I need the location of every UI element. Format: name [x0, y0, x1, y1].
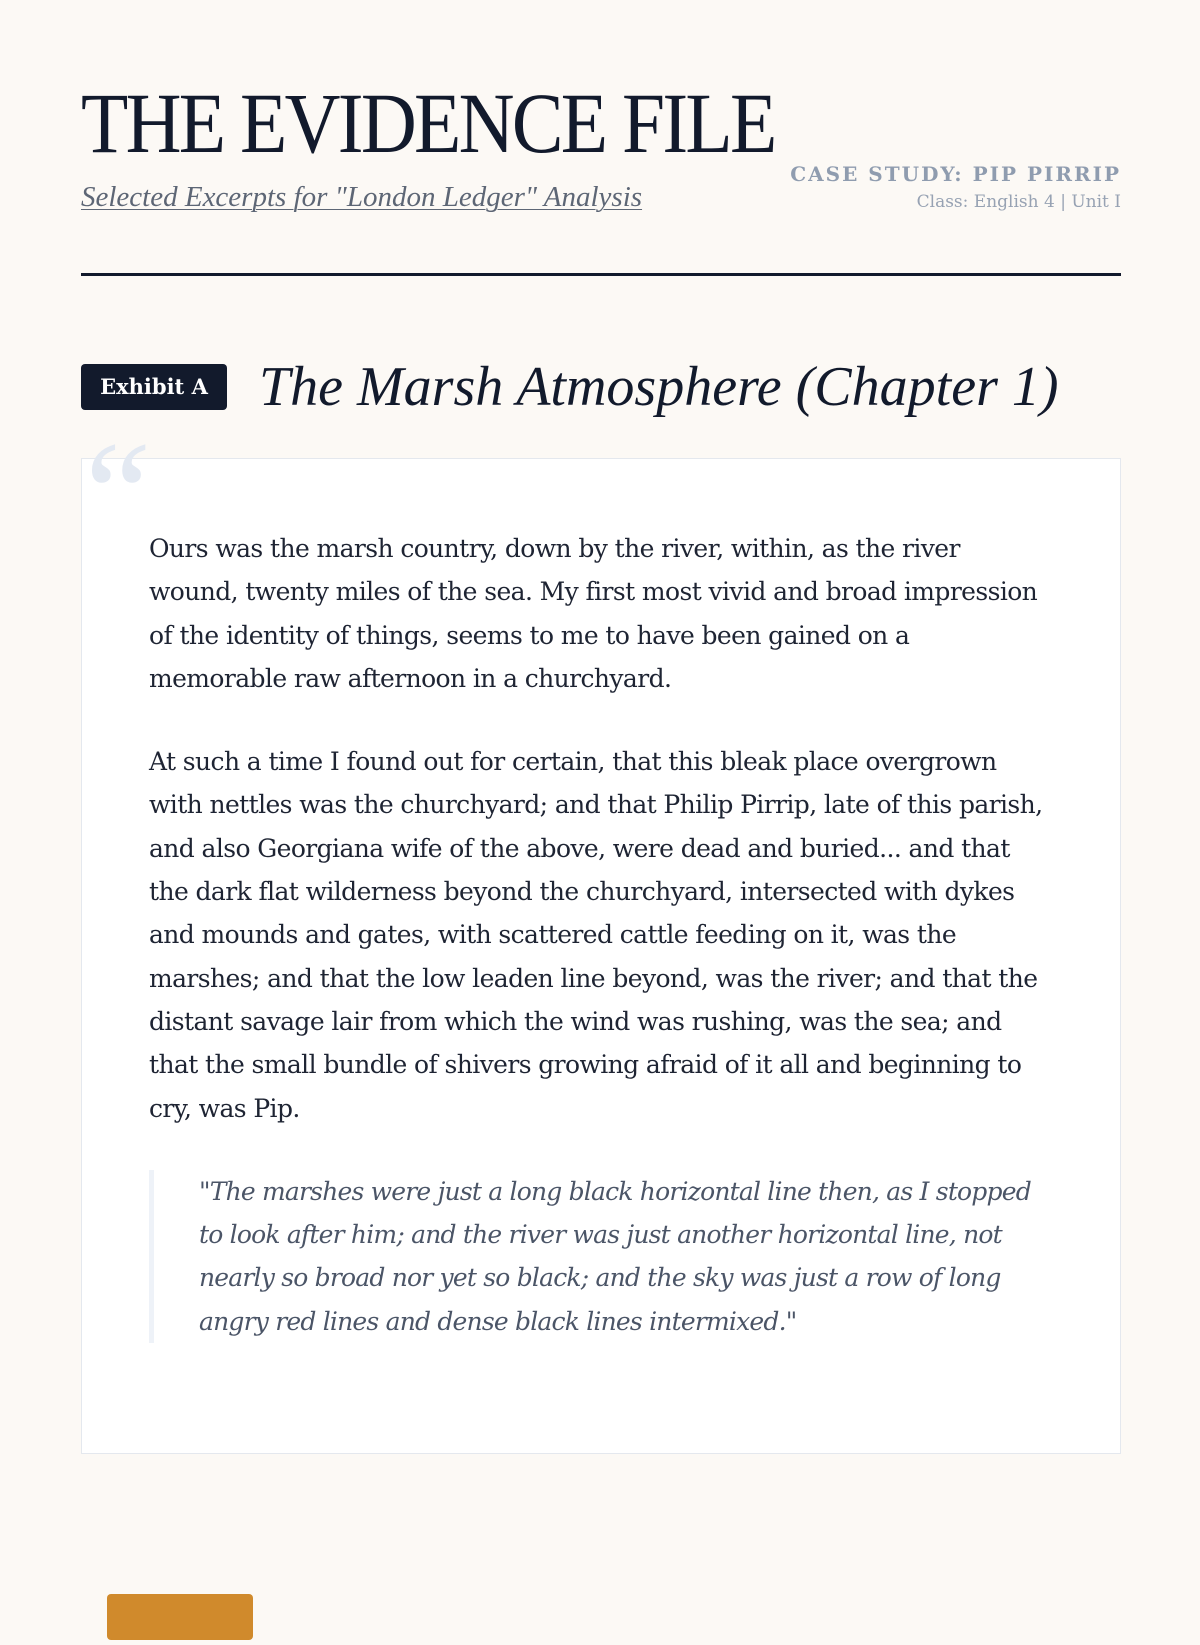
exhibit-a-badge: Exhibit A	[81, 364, 227, 410]
quote-mark-icon: “	[70, 411, 154, 577]
document-subtitle: Selected Excerpts for "London Ledger" Analysis	[81, 181, 643, 213]
page-title: THE EVIDENCE FILE	[81, 75, 775, 171]
pull-quote: "The marshes were just a long black horizontal line then, as I stopped to look after him; and the river was just another horizontal line, not nearly so broad nor yet so black; and the sky was just a row of long angry red lines and dense black lines intermixed."	[149, 1170, 1049, 1343]
exhibit-a-title: The Marsh Atmosphere (Chapter 1)	[259, 356, 1059, 418]
next-exhibit-heading	[81, 1585, 1121, 1645]
excerpt-paragraph: Ours was the marsh country, down by the river, within, as the river wound, twenty miles of the sea. My first most vivid and broad impression of the identity of things, seems to me to have been gained on a memorable raw afternoon in a churchyard.	[149, 534, 1038, 693]
case-study-label: CASE STUDY: PIP PIRRIP	[790, 162, 1121, 186]
case-info	[790, 162, 1121, 212]
next-exhibit-badge	[107, 1594, 253, 1640]
excerpt-paragraph: At such a time I found out for certain, that this bleak place overgrown with nettles was the churchyard; and that Philip Pirrip, late of this parish, and also Georgiana wife of the above, were dead and buried... and that the dark flat wilderness beyond the churchyard, intersected with dykes and mounds and gates, with scattered cattle feeding on it, was the marshes; and that the low leaden line beyond, was the river; and that the distant savage lair from which the wind was rushing, was the sea; and that the small bundle of shivers growing afraid of it all and beginning to cry, was Pip.	[149, 747, 1043, 1123]
document-header	[81, 75, 1121, 276]
exhibit-a-excerpt-card	[70, 411, 1121, 1454]
class-unit-label: Class: English 4 | Unit I	[916, 192, 1121, 212]
exhibit-a-heading	[81, 355, 1121, 425]
excerpt-body	[149, 527, 1049, 1343]
header-divider	[81, 273, 1121, 276]
